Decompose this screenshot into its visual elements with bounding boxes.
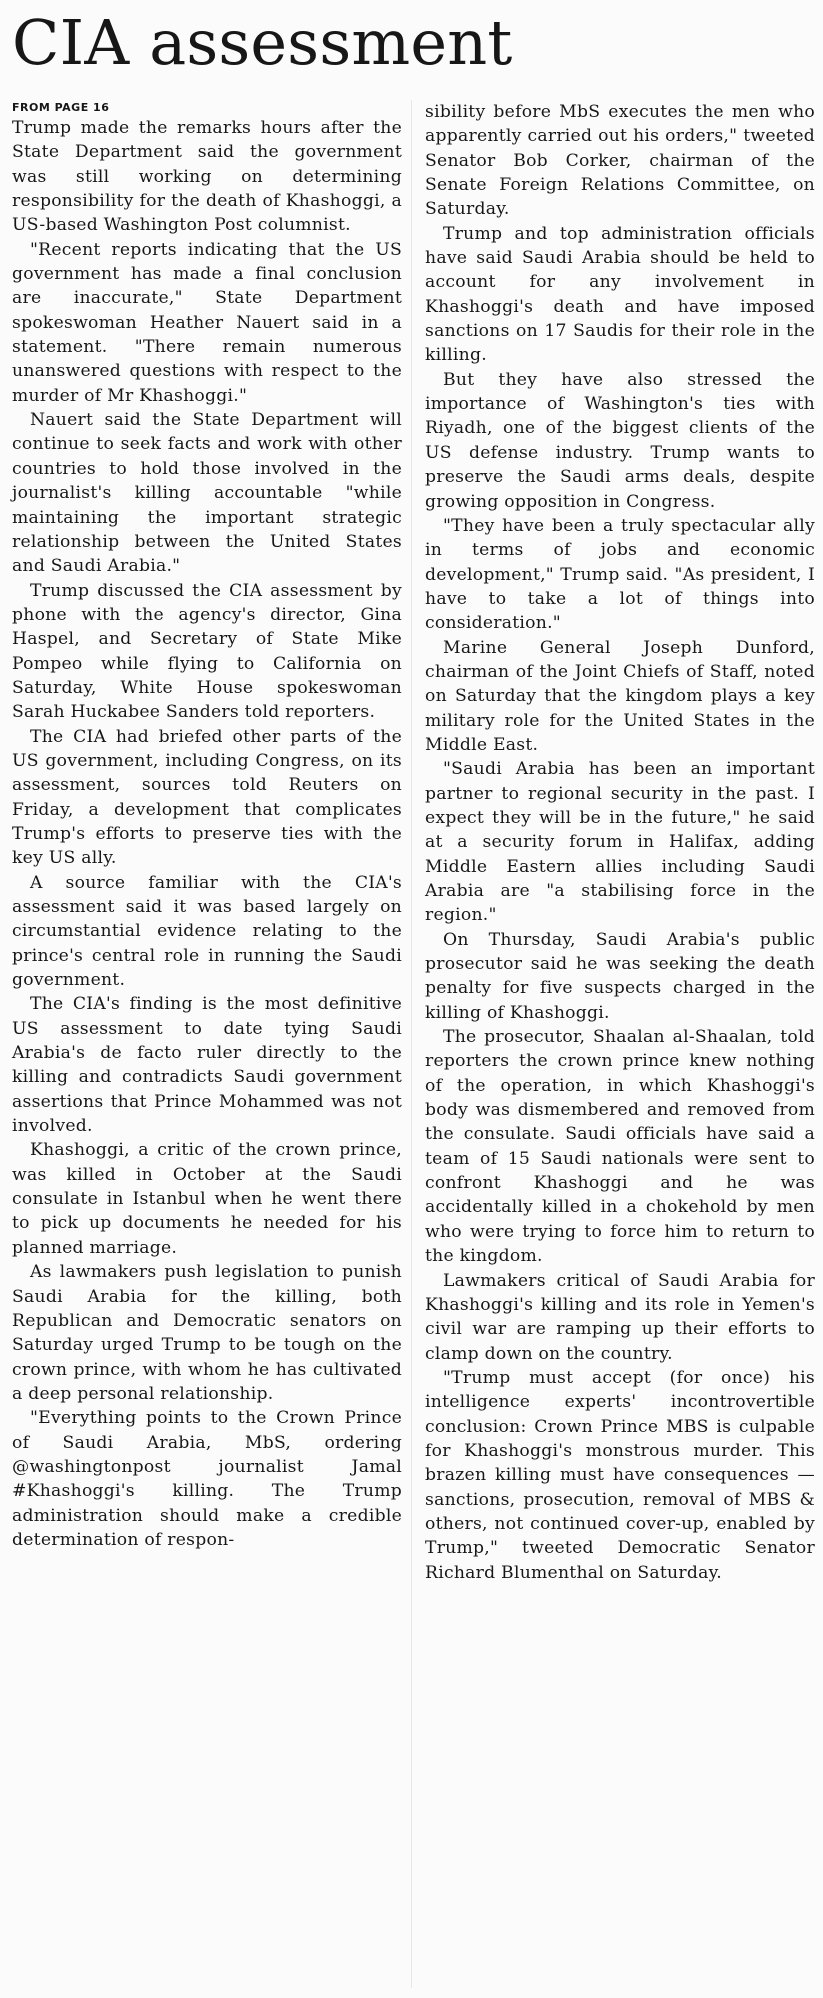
paragraph: The prosecutor, Shaalan al-Shaalan, told reporters the crown prince knew nothing of the operation, in which Khashoggi's body was dismembered and removed from the consulate. Saudi officials have said a team of 15 Saudi nationals were sent to confront Khashoggi and he was accidentally killed in a chokehold by men who were trying to force him to return to the kingdom. xyxy=(425,1027,815,1267)
continued-from-label: FROM PAGE 16 xyxy=(12,101,110,114)
paragraph: The CIA had briefed other parts of the US government, including Congress, on its assessment, sources told Reuters on Friday, a development that complicates Trump's efforts to preserve ties with the key US ally. xyxy=(12,726,402,869)
paragraph: "Trump must accept (for once) his intelligence experts' incontrovertible conclusion: Crown Prince MBS is culpable for Khashoggi's monstrous murder. This brazen killing must have consequences — sanctions, prosecution, removal of MBS & others, not continued cover-up, enabled by Trump," tweeted Democratic Senator Richard Blumenthal on Saturday. xyxy=(425,1367,815,1583)
paragraph: Trump made the remarks hours after the State Department said the government was still working on determining responsibility for the death of Khashoggi, a US-based Washington Post columnist. xyxy=(12,118,402,236)
paragraph: Nauert said the State Department will continue to seek facts and work with other countries to hold those involved in the journalist's killing accountable "while maintaining the important strategic relationship between the United States and Saudi Arabia." xyxy=(12,410,402,577)
paragraph: A source familiar with the CIA's assessment said it was based largely on circumstantial evidence relating to the prince's central role in running the Saudi government. xyxy=(12,872,402,991)
paragraph: Lawmakers critical of Saudi Arabia for Khashoggi's killing and its role in Yemen's civil war are ramping up their efforts to clamp down on the country. xyxy=(425,1270,815,1364)
paragraph: "Recent reports indicating that the US government has made a final conclusion are inaccurate," State Department spokeswoman Heather Nauert said in a statement. "There remain numerous unanswered questions with respect to the murder of Mr Khashoggi." xyxy=(12,239,402,406)
paragraph: But they have also stressed the importance of Washington's ties with Riyadh, one of the biggest clients of the US defense industry. Trump wants to preserve the Saudi arms deals, despite growing opposition in Congress. xyxy=(425,369,815,512)
headline: CIA assessment xyxy=(12,6,513,79)
article-body xyxy=(12,100,815,1585)
paragraph: "Saudi Arabia has been an important partner to regional security in the past. I expect they will be in the future," he said at a security forum in Halifax, adding Middle Eastern allies including Saudi Arabia are "a stabilising force in the region." xyxy=(425,759,815,926)
paragraph: "They have been a truly spectacular ally in terms of jobs and economic development," Trump said. "As president, I have to take a lot of things into consideration." xyxy=(425,515,815,634)
paragraph: Trump and top administration officials have said Saudi Arabia should be held to account for any involvement in Khashoggi's death and have imposed sanctions on 17 Saudis for their role in the killing. xyxy=(425,223,815,366)
right-column xyxy=(425,100,815,1585)
paragraph: "Everything points to the Crown Prince of Saudi Arabia, MbS, ordering @washingtonpost journalist Jamal #Khashoggi's killing. The Trump administration should make a credible determination of respon- xyxy=(12,1408,402,1550)
left-column xyxy=(12,100,402,1585)
paragraph: On Thursday, Saudi Arabia's public prosecutor said he was seeking the death penalty for five suspects charged in the killing of Khashoggi. xyxy=(425,929,815,1023)
paragraph: Khashoggi, a critic of the crown prince, was killed in October at the Saudi consulate in Istanbul when he went there to pick up documents he needed for his planned marriage. xyxy=(12,1140,402,1258)
paragraph: As lawmakers push legislation to punish Saudi Arabia for the killing, both Republican and Democratic senators on Saturday urged Trump to be tough on the crown prince, with whom he has cultivated a deep personal relationship. xyxy=(12,1262,402,1404)
paragraph: Marine General Joseph Dunford, chairman of the Joint Chiefs of Staff, noted on Saturday that the kingdom plays a key military role for the United States in the Middle East. xyxy=(425,637,815,755)
paragraph: The CIA's finding is the most definitive US assessment to date tying Saudi Arabia's de facto ruler directly to the killing and contradicts Saudi government assertions that Prince Mohammed was not involved. xyxy=(12,994,402,1137)
paragraph: Trump discussed the CIA assessment by phone with the agency's director, Gina Haspel, and Secretary of State Mike Pompeo while flying to California on Saturday, White House spokeswoman Sarah Huckabee Sanders told reporters. xyxy=(12,580,402,723)
paragraph: sibility before MbS executes the men who apparently carried out his orders," tweeted Senator Bob Corker, chairman of the Senate Foreign Relations Committee, on Saturday. xyxy=(425,102,815,220)
